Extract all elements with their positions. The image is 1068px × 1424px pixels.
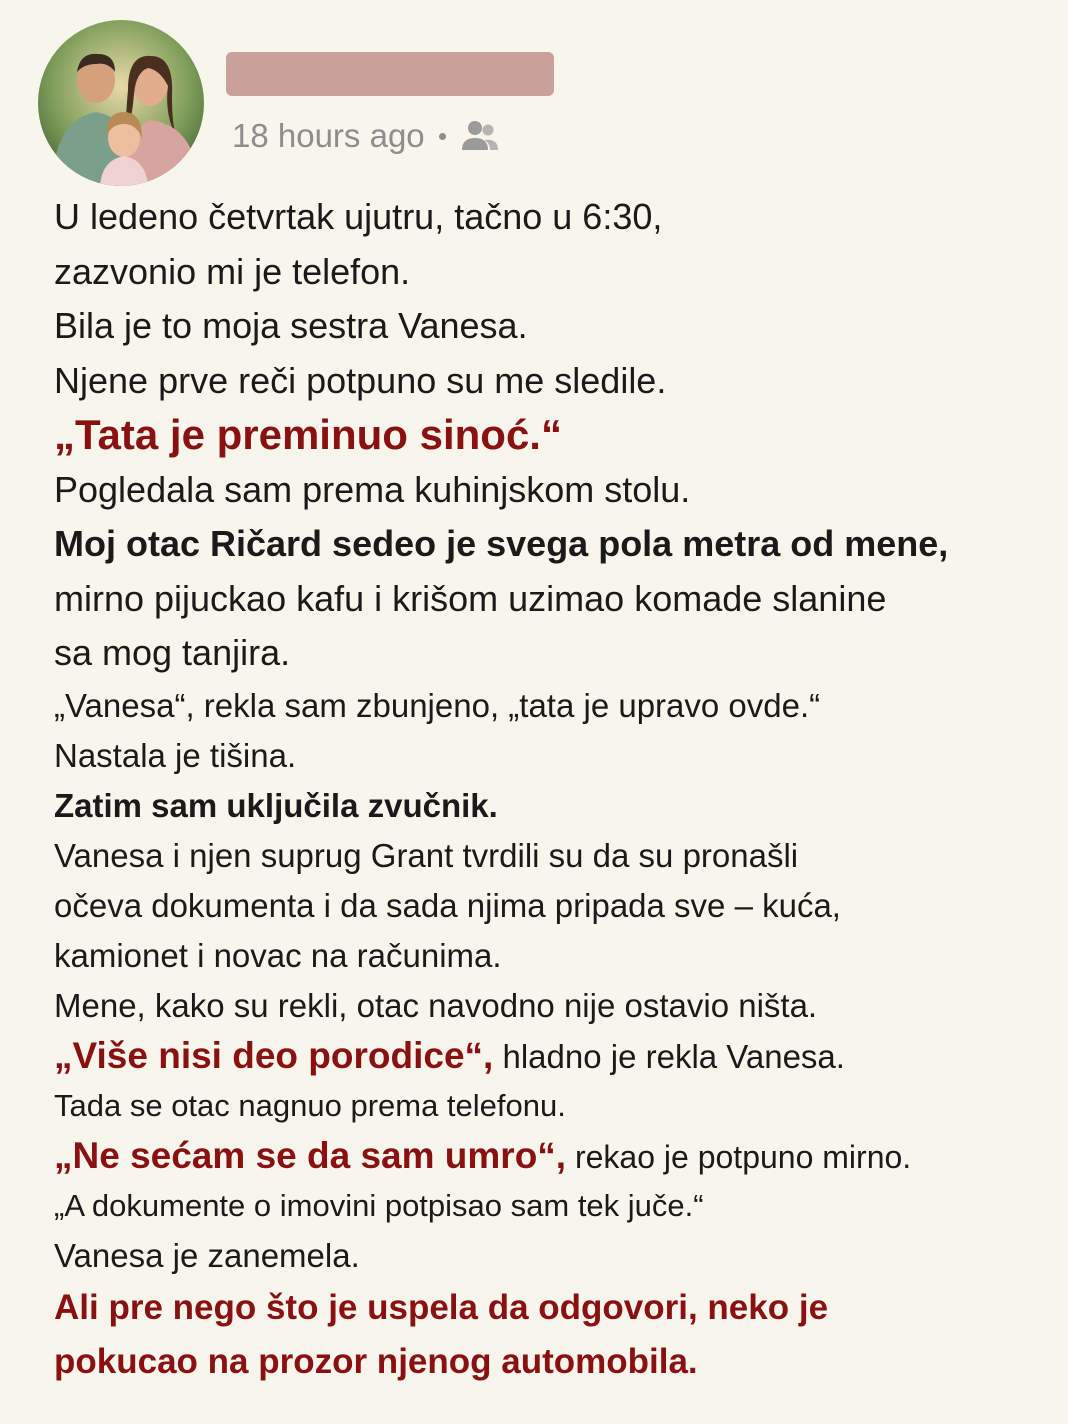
separator-dot [439, 133, 446, 140]
bold-line: Zatim sam uključila zvučnik. [54, 786, 498, 824]
friends-icon[interactable] [460, 118, 500, 154]
body-line: „Vanesa“, rekla sam zbunjeno, „tata je upravo ovde.“ [54, 686, 821, 724]
bold-line: Moj otac Ričard sedeo je svega pola metra od mene, [54, 523, 949, 564]
body-line: U ledeno četvrtak ujutru, tačno u 6:30, [54, 196, 663, 237]
body-line: Nastala je tišina. [54, 736, 297, 774]
body-line: zazvonio mi je telefon. [54, 250, 411, 292]
highlight-quote: „Tata je preminuo sinoć.“ [54, 411, 562, 458]
highlight-quote: „Ne sećam se da sam umro“, [54, 1134, 567, 1176]
body-line: Bila je to moja sestra Vanesa. [54, 305, 528, 346]
highlight-ending: pokucao na prozor njenog automobila. [54, 1342, 698, 1381]
highlight-ending: Ali pre nego što je uspela da odgovori, neko je [54, 1287, 829, 1327]
body-line: Vanesa je zanemela. [54, 1236, 360, 1274]
body-line: kamionet i novac na računima. [54, 936, 502, 974]
mixed-line [54, 1131, 1034, 1181]
body-line: očeva dokumenta i da sada njima pripada sve – kuća, [54, 886, 841, 924]
post-meta [232, 114, 500, 158]
body-text: hladno je rekla Vanesa. [493, 1037, 845, 1075]
avatar[interactable] [38, 20, 204, 186]
body-line: sa mog tanjira. [54, 632, 291, 673]
timestamp[interactable]: 18 hours ago [232, 117, 425, 154]
post-body [54, 190, 1034, 1390]
body-text: rekao je potpuno mirno. [566, 1138, 912, 1175]
body-line: mirno pijuckao kafu i krišom uzimao komade slanine [54, 577, 887, 619]
body-line: Njene prve reči potpuno su me sledile. [54, 359, 667, 401]
body-line: Mene, kako su rekli, otac navodno nije ostavio ništa. [54, 986, 818, 1024]
highlight-quote: „Više nisi deo porodice“, [54, 1034, 494, 1076]
body-line: Tada se otac nagnuo prema telefonu. [54, 1087, 566, 1123]
family-photo [38, 20, 204, 186]
author-name-redacted[interactable] [226, 52, 554, 96]
body-line: Pogledala sam prema kuhinjskom stolu. [54, 468, 691, 510]
mixed-line [54, 1031, 1034, 1081]
body-line: „A dokumente o imovini potpisao sam tek juče.“ [54, 1187, 704, 1223]
body-line: Vanesa i njen suprug Grant tvrdili su da su pronašli [54, 836, 799, 874]
